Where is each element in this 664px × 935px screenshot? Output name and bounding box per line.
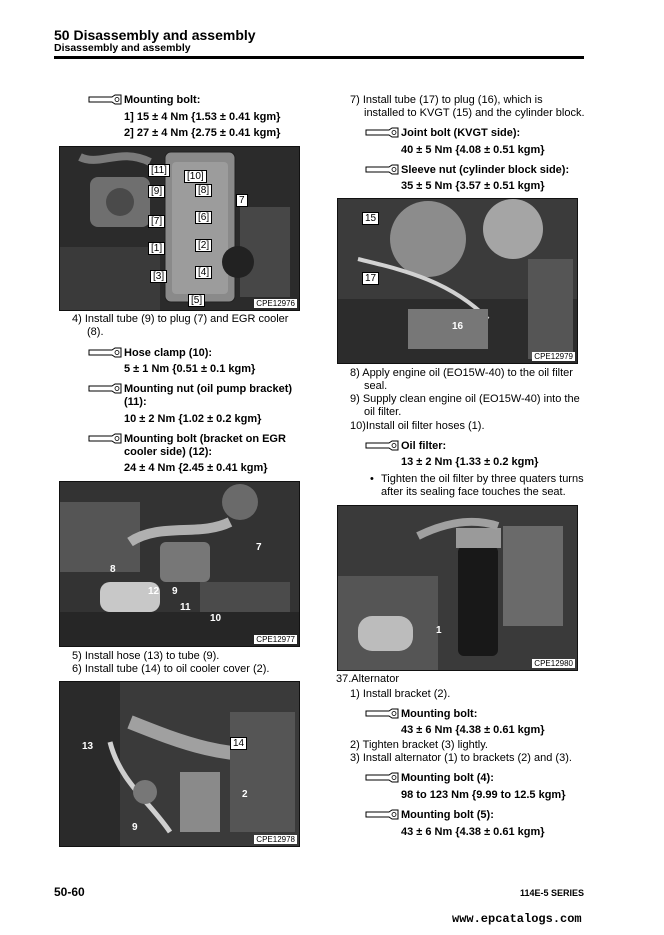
- torque-wrench-icon: [88, 94, 122, 105]
- step-10-text: 10)Install oil filter hoses (1).: [350, 420, 485, 432]
- bullet-text: Tighten the oil filter by three quaters turns: [381, 473, 584, 485]
- engine-photo-oil-filter: [337, 505, 578, 671]
- mounting-nut-label-cont: (11):: [124, 396, 147, 408]
- mounting-nut-label: Mounting nut (oil pump bracket): [124, 383, 293, 395]
- torque-value: 2] 27 ± 4 Nm {2.75 ± 0.41 kgm}: [124, 127, 281, 139]
- callout-label: 12: [148, 586, 160, 597]
- callout-label: [9]: [148, 185, 165, 198]
- callout-label: [4]: [195, 266, 212, 279]
- callout-label: [2]: [195, 239, 212, 252]
- torque-wrench-icon: [88, 383, 122, 394]
- callout-label: 1: [436, 625, 442, 636]
- callout-label: 8: [110, 564, 116, 575]
- joint-bolt-label: Joint bolt (KVGT side):: [401, 127, 521, 139]
- torque-value: 10 ± 2 Nm {1.02 ± 0.2 kgm}: [124, 413, 262, 425]
- step-6-text: 6) Install tube (14) to oil cooler cover (2).: [72, 663, 270, 675]
- callout-label: 16: [452, 321, 464, 332]
- callout-label: [7]: [148, 215, 165, 228]
- torque-wrench-icon: [365, 772, 399, 783]
- torque-value: 43 ± 6 Nm {4.38 ± 0.61 kgm}: [401, 826, 545, 838]
- torque-wrench-icon: [365, 127, 399, 138]
- page-subtitle: Disassembly and assembly: [54, 42, 191, 54]
- alternator-step-3: 3) Install alternator (1) to brackets (2) and (3).: [350, 752, 572, 764]
- torque-value: 24 ± 4 Nm {2.45 ± 0.41 kgm}: [124, 462, 268, 474]
- callout-label: [11]: [148, 164, 170, 177]
- callout-label: 17: [362, 272, 379, 285]
- callout-label: [10]: [184, 170, 207, 183]
- series-label: 114E-5 SERIES: [520, 888, 585, 898]
- callout-label: [5]: [188, 294, 205, 307]
- mounting-bolt-label: Mounting bolt:: [401, 708, 478, 720]
- oil-filter-label: Oil filter:: [401, 440, 447, 452]
- callout-label: [6]: [195, 211, 212, 224]
- step-7-text-cont: installed to KVGT (15) and the cylinder block.: [364, 107, 585, 119]
- mounting-bolt-4-label: Mounting bolt (4):: [401, 772, 494, 784]
- torque-value: 43 ± 6 Nm {4.38 ± 0.61 kgm}: [401, 724, 545, 736]
- engine-photo-oil-cooler-tube: [59, 681, 300, 847]
- alternator-step-1: 1) Install bracket (2).: [350, 688, 451, 700]
- torque-value: 1] 15 ± 4 Nm {1.53 ± 0.41 kgm}: [124, 111, 281, 123]
- torque-wrench-icon: [88, 347, 122, 358]
- step-4-text-cont: (8).: [87, 326, 104, 338]
- photo-code: CPE12977: [256, 635, 295, 644]
- torque-value: 5 ± 1 Nm {0.51 ± 0.1 kgm}: [124, 363, 256, 375]
- step-8-text-cont: seal.: [364, 380, 388, 392]
- torque-wrench-icon: [88, 433, 122, 444]
- step-9-text-cont: oil filter.: [364, 406, 402, 418]
- engine-photo-kvgt-tube: [337, 198, 578, 364]
- torque-wrench-icon: [365, 164, 399, 175]
- bullet-text-cont: after its sealing face touches the seat.: [381, 486, 566, 498]
- torque-wrench-icon: [365, 708, 399, 719]
- photo-code: CPE12979: [534, 352, 573, 361]
- torque-value: 35 ± 5 Nm {3.57 ± 0.51 kgm}: [401, 180, 545, 192]
- callout-label: 7: [236, 194, 248, 207]
- callout-label: [1]: [148, 242, 165, 255]
- callout-label: 11: [180, 602, 191, 613]
- step-9-text: 9) Supply clean engine oil (EO15W-40) into the: [350, 393, 580, 405]
- page-title: 50 Disassembly and assembly: [54, 27, 256, 43]
- photo-code: CPE12980: [534, 659, 573, 668]
- callout-label: 2: [242, 789, 248, 800]
- mounting-bolt-egr-label-cont: cooler side) (12):: [124, 446, 213, 458]
- header-rule: [54, 56, 584, 59]
- torque-value: 40 ± 5 Nm {4.08 ± 0.51 kgm}: [401, 144, 545, 156]
- watermark-url[interactable]: www.epcatalogs.com: [452, 912, 582, 926]
- mounting-bolt-egr-label: Mounting bolt (bracket on EGR: [124, 433, 286, 445]
- step-5-text: 5) Install hose (13) to tube (9).: [72, 650, 220, 662]
- callout-label: [8]: [195, 184, 212, 197]
- sleeve-nut-label: Sleeve nut (cylinder block side):: [401, 164, 570, 176]
- callout-label: 9: [132, 822, 138, 833]
- page-number: 50-60: [54, 885, 85, 899]
- callout-label: 15: [362, 212, 379, 225]
- torque-wrench-icon: [365, 440, 399, 451]
- callout-label: 9: [172, 586, 178, 597]
- photo-code: CPE12976: [256, 299, 295, 308]
- engine-photo-oil-cooler-cover: [59, 146, 300, 311]
- engine-photo-egr-tube: [59, 481, 300, 647]
- mounting-bolt-5-label: Mounting bolt (5):: [401, 809, 494, 821]
- torque-value: 13 ± 2 Nm {1.33 ± 0.2 kgm}: [401, 456, 539, 468]
- torque-value: 98 to 123 Nm {9.99 to 12.5 kgm}: [401, 789, 566, 801]
- callout-label: 13: [82, 741, 94, 752]
- torque-wrench-icon: [365, 809, 399, 820]
- step-7-text: 7) Install tube (17) to plug (16), which is: [350, 94, 543, 106]
- step-4-text: 4) Install tube (9) to plug (7) and EGR cooler: [72, 313, 289, 325]
- step-8-text: 8) Apply engine oil (EO15W-40) to the oil filter: [350, 367, 573, 379]
- callout-label: 7: [256, 542, 262, 553]
- bullet-dot: •: [370, 473, 374, 485]
- mounting-bolt-label: Mounting bolt:: [124, 94, 201, 106]
- callout-label: [3]: [150, 270, 167, 283]
- callout-label: 14: [230, 737, 247, 750]
- photo-code: CPE12978: [256, 835, 295, 844]
- alternator-step-2: 2) Tighten bracket (3) lightly.: [350, 739, 488, 751]
- hose-clamp-label: Hose clamp (10):: [124, 347, 213, 359]
- callout-label: 10: [210, 613, 222, 624]
- section-37-heading: 37.Alternator: [336, 673, 399, 685]
